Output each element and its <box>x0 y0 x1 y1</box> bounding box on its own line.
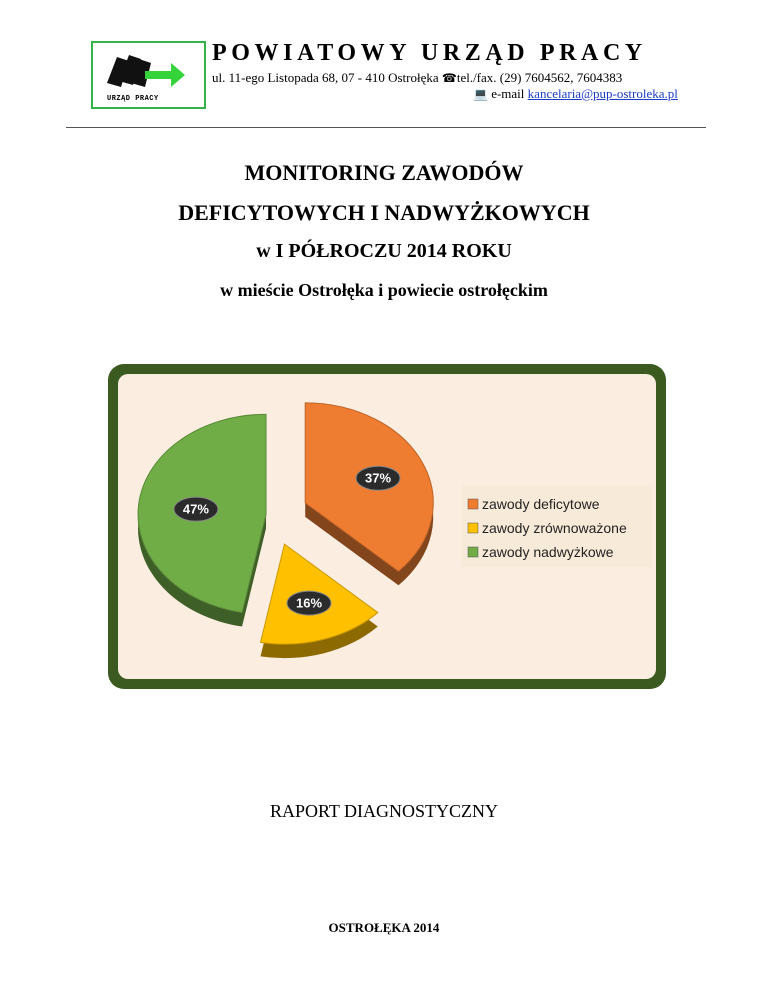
phone: tel./fax. (29) 7604562, 7604383 <box>456 70 623 85</box>
org-name: POWIATOWY URZĄD PRACY <box>212 40 647 66</box>
email-line <box>473 86 678 102</box>
logo-text: URZĄD PRACY <box>107 95 159 103</box>
logo <box>91 41 206 109</box>
title-line-2: DEFICYTOWYCH I NADWYŻKOWYCH <box>178 200 590 225</box>
data-label: 16% <box>296 595 323 611</box>
legend-label: zawody nadwyżkowe <box>482 544 614 560</box>
data-label: 47% <box>182 501 209 517</box>
phone-icon: ☎ <box>441 71 457 85</box>
place-year: OSTROŁĘKA 2014 <box>328 920 440 935</box>
legend-label: zawody deficytowe <box>482 496 600 512</box>
computer-icon: 💻 <box>473 87 488 101</box>
chart-svg <box>104 360 670 693</box>
email-link[interactable]: kancelaria@pup-ostroleka.pl <box>527 86 678 101</box>
data-label: 37% <box>365 470 392 486</box>
email-label: e-mail <box>491 86 525 101</box>
address: ul. 11-ego Listopada 68, 07 - 410 Ostrołęka <box>212 70 439 85</box>
address-line <box>212 70 622 86</box>
title-line-3: w I PÓŁROCZU 2014 ROKU <box>256 240 512 262</box>
report-title: RAPORT DIAGNOSTYCZNY <box>269 801 499 821</box>
legend-swatch <box>468 547 478 557</box>
title-line-4: w mieście Ostrołęka i powiecie ostrołęckim <box>220 280 548 300</box>
header-divider <box>66 127 706 128</box>
legend-swatch <box>468 523 478 533</box>
title-line-1: MONITORING ZAWODÓW <box>244 160 524 185</box>
legend-label: zawody zrównoważone <box>482 520 627 536</box>
pie-chart <box>104 360 670 693</box>
legend-swatch <box>468 499 478 509</box>
